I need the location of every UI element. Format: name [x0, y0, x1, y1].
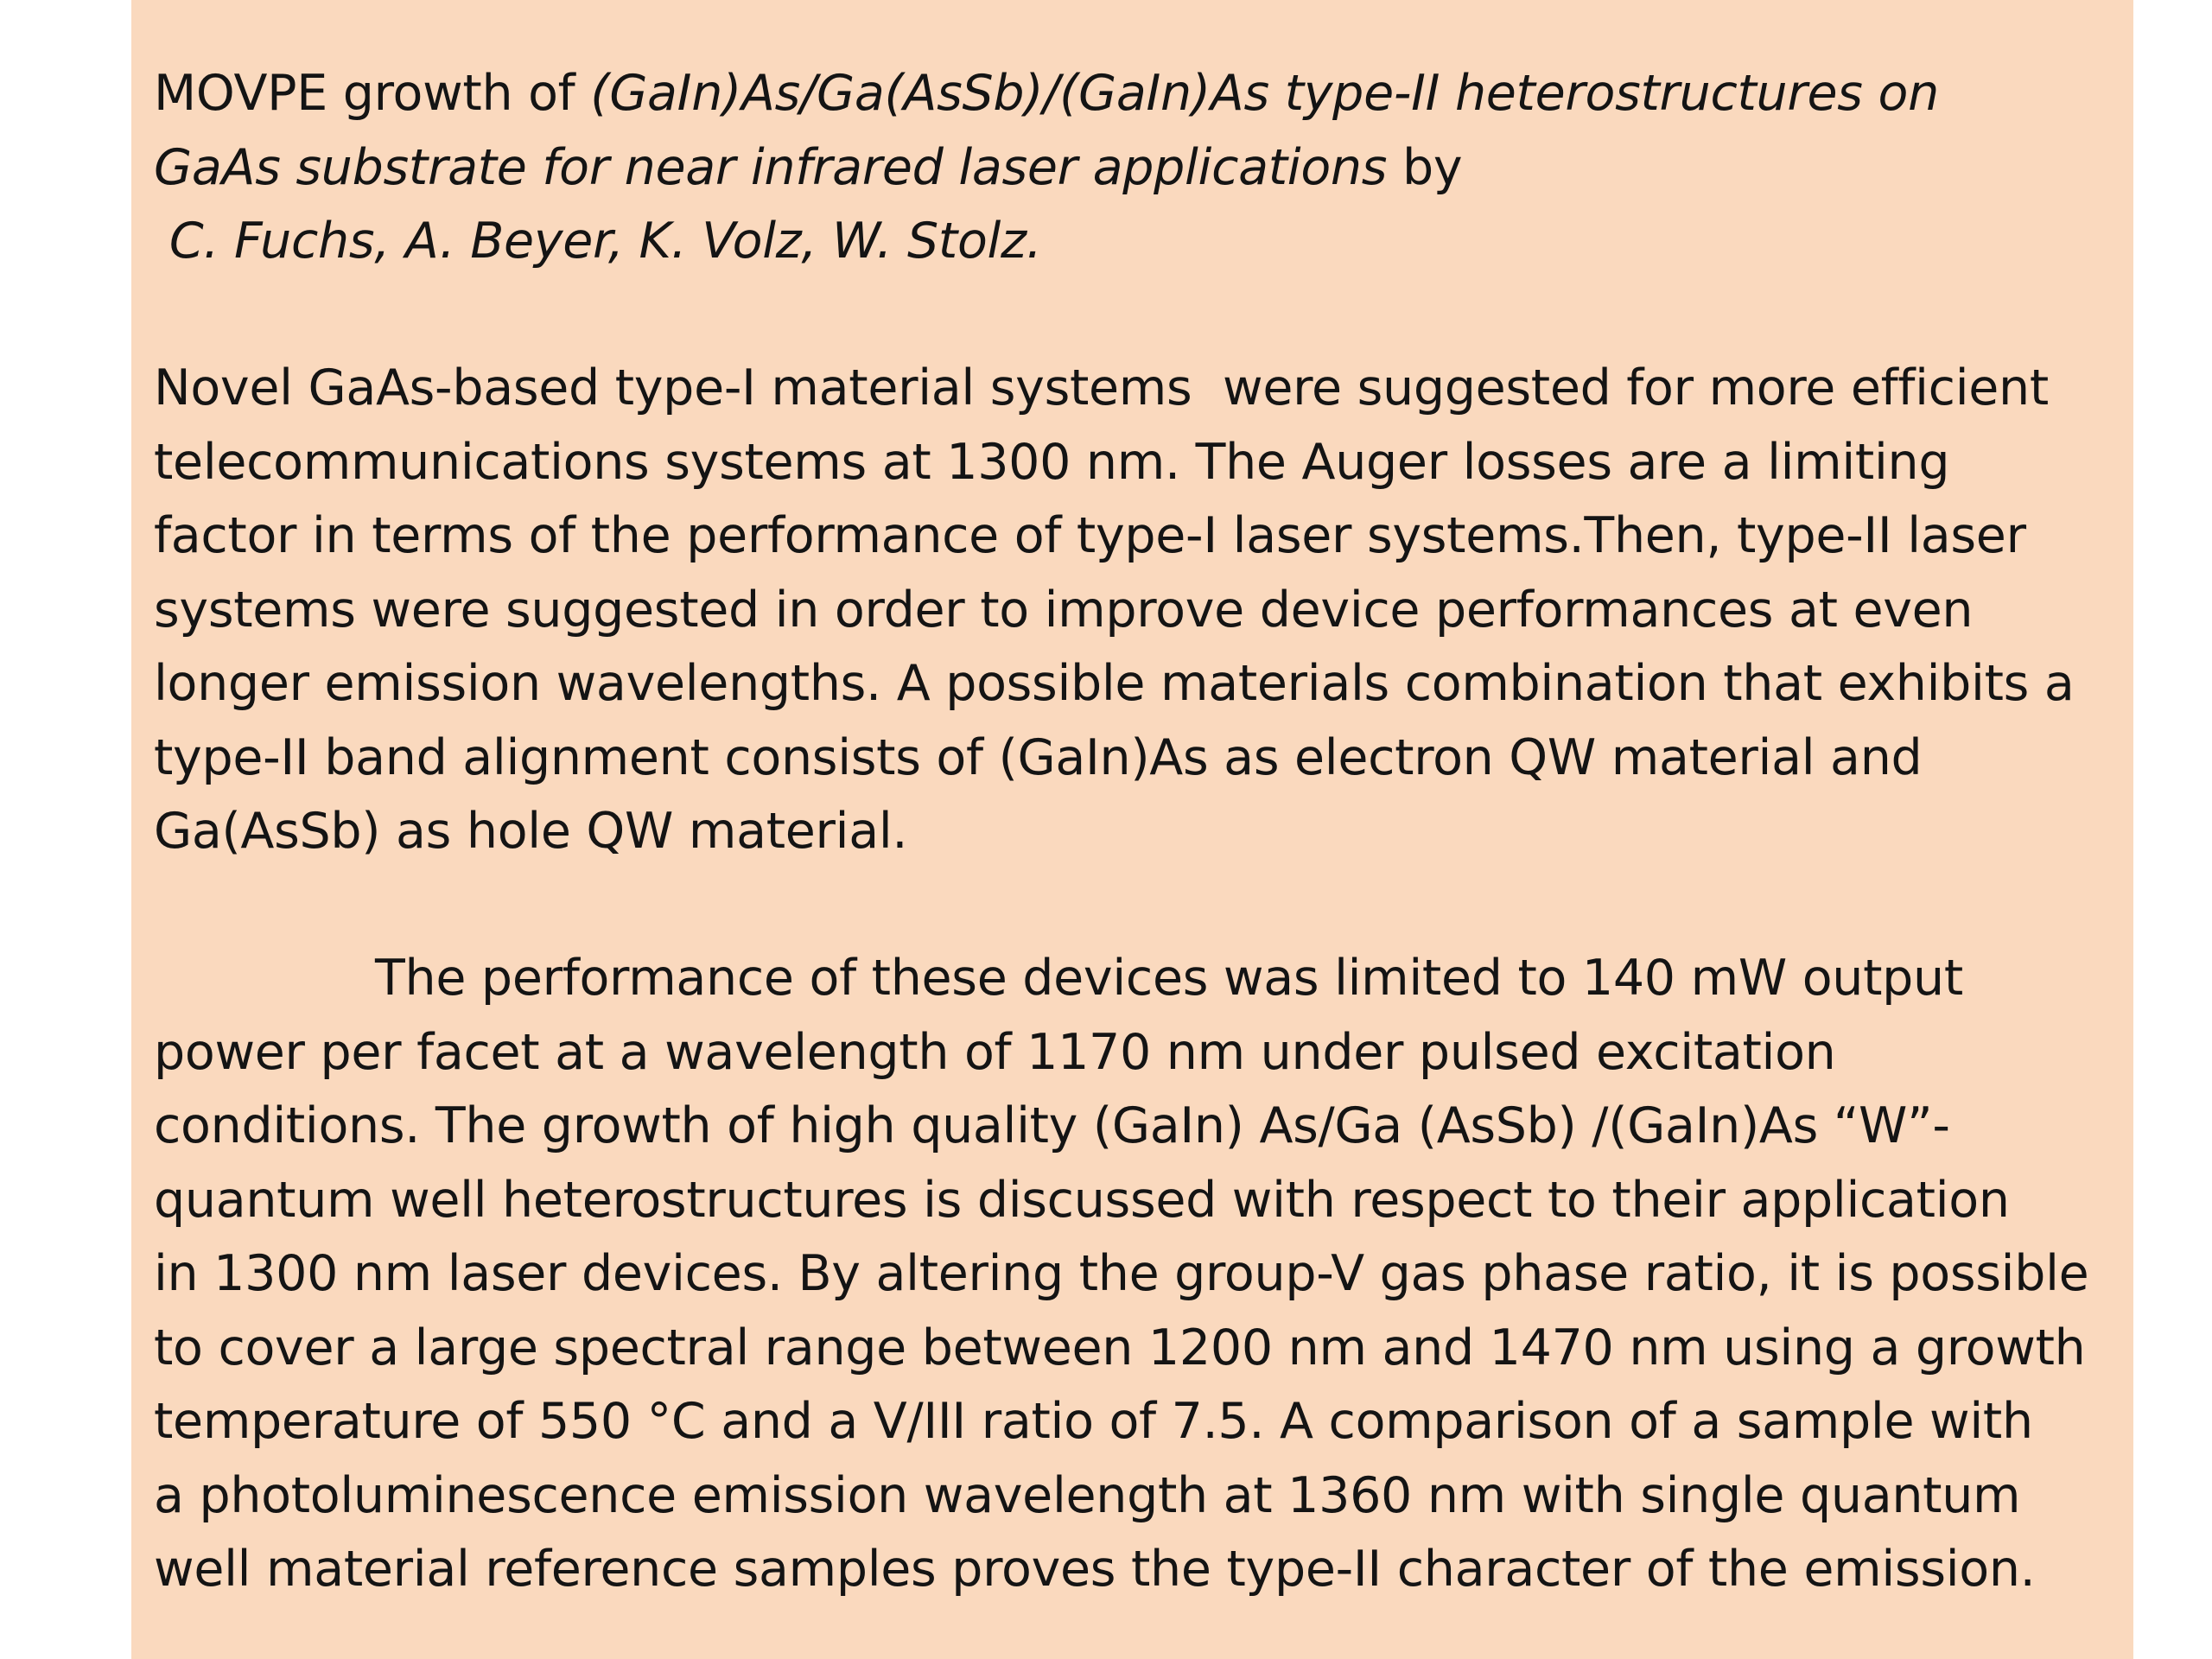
- title-italic-part-2: GaAs substrate for near infrared laser applications: [154, 138, 1388, 196]
- paragraph-2-line: The performance of these devices was limited to 140 mW output: [375, 950, 1963, 1007]
- title-line-1: [154, 57, 2124, 131]
- paragraph-1: [154, 352, 2124, 869]
- paragraph-2: [154, 942, 2124, 1607]
- paragraph-1-line: factor in terms of the performance of type-I laser systems.Then, type-II laser: [154, 507, 2026, 564]
- title-line-2: [154, 131, 2124, 206]
- paragraph-2-line: quantum well heterostructures is discussed with respect to their application: [154, 1171, 2010, 1229]
- paragraph-2-line: temperature of 550 °C and a V/III ratio of 7.5. A comparison of a sample with: [154, 1393, 2033, 1450]
- title-prefix: MOVPE growth of: [154, 65, 591, 122]
- paragraph-2-line: conditions. The growth of high quality (GaIn) As/Ga (AsSb) /(GaIn)As “W”-: [154, 1097, 1950, 1154]
- paragraph-1-line: systems were suggested in order to improve device performances at even: [154, 581, 1974, 639]
- paragraph-2-line: in 1300 nm laser devices. By altering the group-V gas phase ratio, it is possible: [154, 1245, 2089, 1302]
- paragraph-1-line: Novel GaAs-based type-I material systems were suggested for more efficient: [154, 359, 2049, 416]
- paragraph-1-line: type-II band alignment consists of (GaIn)As as electron QW material and: [154, 728, 1923, 786]
- paragraph-2-line: to cover a large spectral range between 1200 nm and 1470 nm using a growth: [154, 1319, 2086, 1376]
- authors-line: C. Fuchs, A. Beyer, K. Volz, W. Stolz.: [154, 213, 1042, 270]
- title-by: by: [1387, 138, 1463, 196]
- paragraph-2-line: well material reference samples proves the type-II character of the emission.: [154, 1541, 2036, 1598]
- paragraph-2-line: power per facet at a wavelength of 1170 nm under pulsed excitation: [154, 1023, 1836, 1081]
- paragraph-1-line: Ga(AsSb) as hole QW material.: [154, 803, 908, 860]
- paragraph-2-line: a photoluminescence emission wavelength at 1360 nm with single quantum: [154, 1466, 2021, 1524]
- paragraph-1-line: longer emission wavelengths. A possible materials combination that exhibits a: [154, 655, 2075, 712]
- title-italic-part-1: (GaIn)As/Ga(AsSb)/(GaIn)As type-II heterostructures on: [590, 65, 1939, 122]
- paragraph-1-line: telecommunications systems at 1300 nm. The Auger losses are a limiting: [154, 433, 1950, 491]
- title-block: [154, 57, 2124, 279]
